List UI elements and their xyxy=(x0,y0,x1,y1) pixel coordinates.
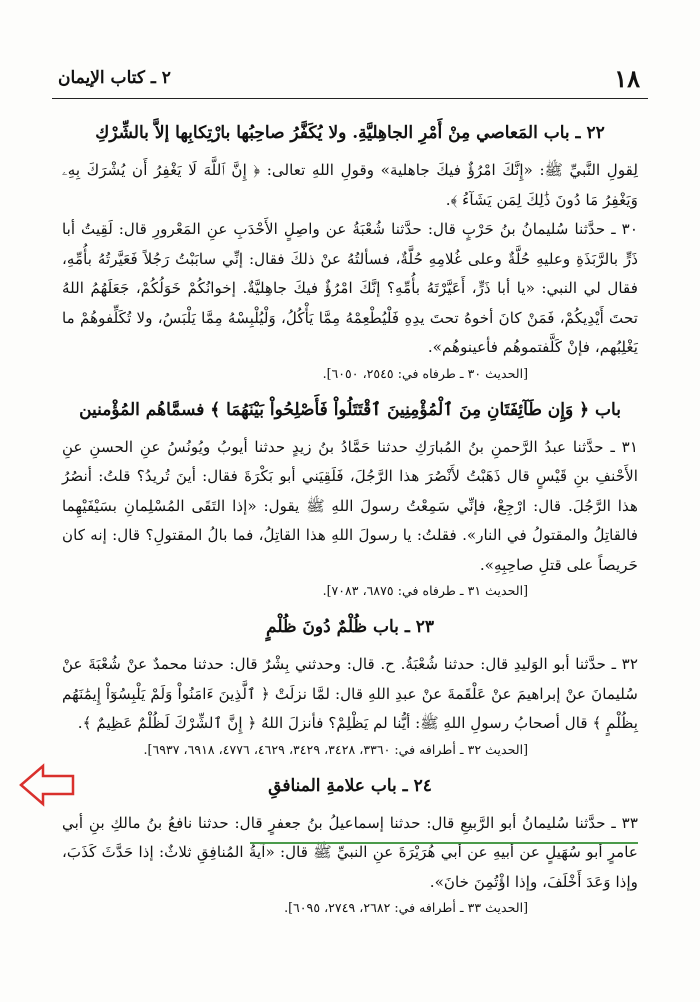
chapter-title: ٢٤ ـ باب علامةِ المنافقِ xyxy=(268,775,432,796)
section-24 xyxy=(62,773,638,920)
highlight-underline xyxy=(250,842,638,844)
chapter-title: ٢٢ ـ باب المَعاصي مِنْ أَمْرِ الجاهِليَّةِ. ولا يُكَفَّرُ صاحِبُها بارْتِكابِها إلاَّ بالشِّرْكِ xyxy=(95,123,605,143)
hadith-text: ٣٢ ـ حدَّثنا أبو الوَليدِ قال: حدثنا شُعْبَةُ. ح. قال: وحدثني بِشْرٌ قال: حدثنا محمدٌ عنْ شُعْبَةَ عنْ سُليمانَ عنْ إبراهيمَ عنْ عَلْقَمةَ عنْ عبدِ اللهِ قال: لمَّا نزلَتْ ﴿ ٱلَّذِينَ ءَامَنُواْ وَلَمْ يَلْبِسُوٓاْ إِيمَٰنَهُم بِظُلْمٍ ﴾ قال أصحابُ رسولِ اللهِ ﷺ: أيُّنا لم يَظْلِمْ؟ فأنزلَ اللهُ ﴿ إِنَّ ٱلشِّرْكَ لَظُلْمٌ عَظِيمٌ ﴾. xyxy=(62,655,638,732)
section-23 xyxy=(62,614,638,761)
section-22 xyxy=(62,120,638,385)
hadith-reference: [الحديث ٣٣ ـ أطرافه في: ٢٦٨٢، ٢٧٤٩، ٦٠٩٥]. xyxy=(284,900,528,915)
hadith-reference: [الحديث ٣٢ ـ أطرافه في: ٣٣٦٠، ٣٤٢٨، ٣٤٢٩، ٤٦٢٩، ٤٧٧٦، ٦٩١٨، ٦٩٣٧]. xyxy=(143,741,528,757)
chapter-title: باب ﴿ وَإِن طَآئِفَتَانِ مِنَ ٱلْمُؤْمِنِينَ ٱقْتَتَلُواْ فَأَصْلِحُواْ بَيْنَهُمَا ﴾ فسمَّاهُم المُؤْمنين xyxy=(79,399,621,420)
left-arrow-outline-icon xyxy=(18,762,76,808)
running-head xyxy=(52,58,648,99)
hadith-text: ٣٠ ـ حدَّثنا سُليمانُ بنُ حَرْبٍ قال: حدَّثنا شُعْبَةُ عن واصِلٍ الأَحْدَبِ عنِ المَعْرورِ قال: لَقِيتُ أبا ذَرٍّ بالرَّبَذَةِ وعليهِ حُلَّةٌ وعلى غُلامِهِ حُلَّةٌ، فسألتُهُ عنْ ذلكَ فقال: إنِّي سابَبْتُ رَجُلاً فَعَيَّرتُهُ بأُمِّهِ، فقال لي النبي: «يا أبا ذَرٍّ، أَعَيَّرْتَهُ بأُمِّهِ؟ إنَّكَ امْرُؤٌ فيكَ جاهِليَّةٌ. إخوانُكُمْ خَوَلُكُمْ، جَعَلَهُمُ اللهُ تحتَ أَيْدِيكُمْ، فَمَنْ كانَ أخوهُ تحتَ يدِهِ فَلْيُطْعِمْهُ مِمَّا يَأْكُلُ، وَلْيُلْبِسْهُ مِمَّا يَلْبَسُ، ولا تُكَلِّفوهُمْ ما يَغْلِبُهم، فإنْ كَلَّفتموهُم فأعينوهُم». xyxy=(62,220,638,356)
book-title: ٢ ـ كتاب الإيمان xyxy=(58,68,171,88)
hadith-reference: [الحديث ٣٠ ـ طرفاه في: ٢٥٤٥، ٦٠٥٠]. xyxy=(322,365,528,381)
section-believers xyxy=(62,397,638,603)
chapter-intro: لِقولِ النَّبيِّ ﷺ: «إِنَّكَ امْرُؤٌ فيكَ جاهلية» وقولِ اللهِ تعالى: ﴿ إِنَّ ٱللَّهَ لَا يَغْفِرُ أَن يُشْرَكَ بِهِۦ وَيَغْفِرُ مَا دُونَ ذَٰلِكَ لِمَن يَشَآءُ ﴾. xyxy=(62,161,638,209)
hadith-reference: [الحديث ٣١ ـ طرفاه في: ٦٨٧٥، ٧٠٨٣]. xyxy=(322,583,528,598)
hadith-text: ٣١ ـ حدَّثنا عبدُ الرَّحمنِ بنُ المُبارَكِ حدثنا حَمَّادُ بنُ زيدٍ حدثنا أيوبُ ويُونُسُ عنِ الحسنِ عنِ الأَحْنفِ بنِ قَيْسٍ قال ذَهَبْتُ لأَنْصُرَ هذا الرَّجُلَ، فَلَقِيَني أبو بَكْرَةَ فقال: أينَ تُريدُ؟ قلتُ: أنصُرُ هذا الرَّجُلَ. قال: ارْجِعْ، فإنِّي سَمِعْتُ رسولَ اللهِ ﷺ يقول: «إذا التَقَى المُسْلِمانِ بسَيْفَيْهِما فالقاتِلُ والمقتولُ في النار». فقلتُ: يا رسولَ اللهِ هذا القاتِلُ، فما بالُ المقتولِ؟ قال: إنه كان حَريصاً على قتلِ صاحِبِهِ». xyxy=(62,437,639,574)
page-number: ١٨ xyxy=(614,64,640,93)
page-content xyxy=(62,120,638,1002)
chapter-title: ٢٣ ـ باب ظُلْمٌ دُونَ ظُلْمٍ xyxy=(266,617,434,637)
hadith-text: ٣٣ ـ حدَّثنا سُليمانُ أبو الرَّبيعِ قال: حدثنا إسماعيلُ بنُ جعفرٍ قال: حدثنا نافعُ بنُ مالكِ بنِ أبي عامرٍ أبو سُهَيلٍ عن أبيهِ عن أبي هُرَيْرَةَ عنِ النبيِّ ﷺ قال: «آيةُ المُنافِقِ ثلاثٌ: إذا حَدَّثَ كَذَبَ، وإذا وَعَدَ أَخْلَفَ، وإذا اؤْتُمِنَ خانَ». xyxy=(62,813,638,891)
